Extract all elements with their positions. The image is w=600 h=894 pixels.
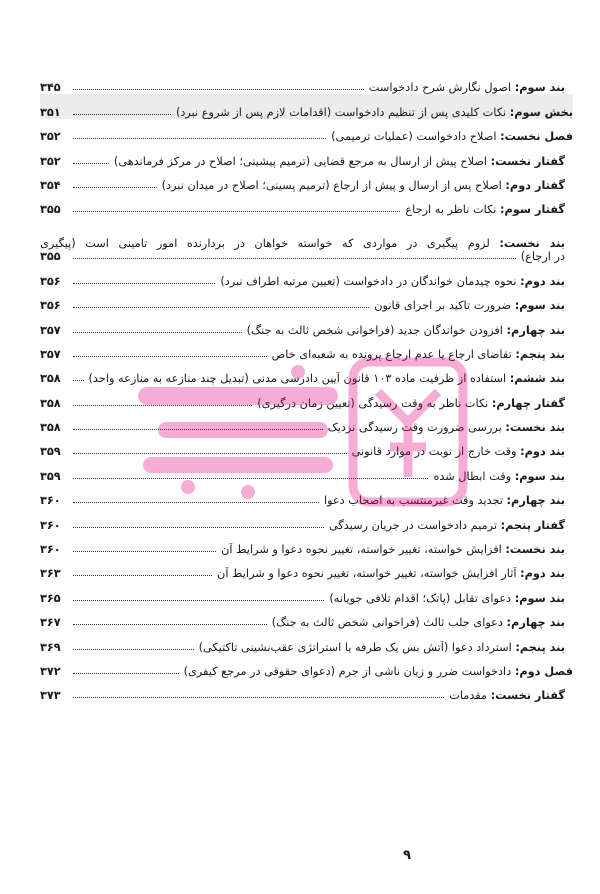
- toc-entry-line1: [40, 237, 565, 250]
- toc-page-number: ۳۵۱: [40, 105, 61, 119]
- toc-entry: [40, 119, 573, 143]
- dot-leader: [73, 599, 324, 601]
- toc-entry-label: بند پنجم:: [515, 347, 565, 361]
- toc-entry: [40, 216, 573, 263]
- toc-entry-label: بخش سوم:: [509, 105, 573, 119]
- toc-entry-title: آثار افزایش خواسته، تغییر خواسته، تغییر نحوه دعوا و شرایط آن: [217, 567, 521, 581]
- toc-entry: [40, 654, 573, 678]
- toc-entry-title: استفاده از ظرفیت ماده ۱۰۳ قانون آیین دادرسی مدنی (تبدیل چند منازعه به منازعه واحد): [88, 372, 510, 386]
- dot-leader: [73, 282, 215, 284]
- toc-entry-title: دادخواست ضرر و زیان ناشی از جرم (دعوای حقوقی در مرجع کیفری): [183, 664, 515, 678]
- toc-entry-label: بند سوم:: [514, 299, 565, 313]
- toc-entry: [40, 263, 573, 287]
- toc-entry-title: ترمیم دادخواست در جریان رسیدگی: [328, 518, 501, 532]
- toc-page-number: ۳۶۰: [40, 518, 61, 532]
- toc-page-number: ۳۵۵: [40, 203, 61, 217]
- toc-entry: [40, 580, 573, 604]
- toc-page-number: ۳۷۳: [40, 689, 61, 703]
- page-number: ۹: [403, 848, 411, 863]
- toc-page-number: ۳۵۴: [40, 178, 61, 192]
- toc-page-number: ۳۵۷: [40, 347, 61, 361]
- toc-entry-title: لزوم پیگیری در مواردی که خواسته خواهان در بردارنده امور تامینی است (پیگیری: [40, 237, 500, 251]
- toc-page-number: ۳۶۰: [40, 543, 61, 557]
- publisher-logo-watermark: [128, 352, 474, 510]
- toc-entry-title: بررسی ضرورت وقت رسیدگی نزدیک: [327, 421, 506, 435]
- toc-page-number: ۳۵۵: [40, 250, 61, 264]
- toc-entry-label: بند دوم:: [520, 567, 565, 581]
- toc-entry-heading: [160, 179, 565, 192]
- toc-entry: [40, 288, 573, 312]
- dot-leader: [73, 648, 194, 650]
- toc-entry-label: بند چهارم:: [506, 323, 565, 337]
- toc-entry-heading: [197, 641, 565, 654]
- toc-entry-title: وقت خارج از نوبت در موارد قانونی: [351, 445, 521, 459]
- toc-page-number: ۳۵۲: [40, 130, 61, 144]
- toc-entry: [40, 532, 573, 556]
- toc-page-number: ۳۵۶: [40, 274, 61, 288]
- dot-leader: [73, 696, 444, 698]
- toc-entry-heading: [270, 616, 565, 629]
- toc-entry-label: گفتار نخست:: [490, 689, 565, 703]
- dot-leader: [73, 672, 179, 674]
- toc-entry-title: اصلاح پیش از ارسال به مرجع قضایی (ترمیم پیشینی؛ اصلاح در مرکز فرماندهی): [113, 154, 491, 168]
- toc-entry-heading: [218, 275, 565, 288]
- toc-page-number: ۳۵۸: [40, 421, 61, 435]
- toc-entry-heading: [372, 299, 565, 312]
- toc-entry: [40, 605, 573, 629]
- toc-entry-label: گفتار سوم:: [500, 203, 565, 217]
- toc-entry-label: بند پنجم:: [515, 640, 565, 654]
- toc-entry-label: گفتار چهارم:: [491, 396, 565, 410]
- toc-entry-label: گفتار نخست:: [490, 154, 565, 168]
- toc-entry-title: اصلاح پس از ارسال و پیش از ارجاع (ترمیم پسینی؛ اصلاح در میدان نبرد): [161, 178, 506, 192]
- toc-entry-heading: [174, 106, 573, 119]
- toc-entry: [40, 678, 573, 702]
- toc-entry-label: بند دوم:: [520, 274, 565, 288]
- dot-leader: [73, 623, 267, 625]
- toc-entry-title: ضرورت تاکید بر اجرای قانون: [374, 299, 515, 313]
- toc-entry-title: مقدمات: [449, 689, 491, 703]
- toc-page-number: ۳۴۵: [40, 81, 61, 95]
- toc-entry-title: استرداد دعوا (آتش بس یک طرفه یا استراتژی عقب‌نشینی تاکتیکی): [198, 640, 516, 654]
- toc-entry-title-continued: در ارجاع): [520, 250, 565, 264]
- toc-entry-label: بند چهارم:: [506, 494, 565, 508]
- toc-entry-title: نکات ناظر به ارجاع: [405, 203, 501, 217]
- toc-entry: [40, 556, 573, 580]
- toc-entry-heading: [329, 130, 573, 143]
- toc-entry-label: فصل دوم:: [514, 664, 573, 678]
- dot-leader: [73, 210, 400, 212]
- dot-leader: [73, 306, 369, 308]
- toc-page-number: ۳۵۲: [40, 154, 61, 168]
- toc-entry-heading: [219, 543, 565, 556]
- toc-entry-label: گفتار پنجم:: [500, 518, 565, 532]
- dot-leader: [73, 137, 326, 139]
- toc-entry-label: فصل نخست:: [500, 130, 573, 144]
- toc-entry: [40, 312, 573, 336]
- toc-page-number: ۳۵۹: [40, 445, 61, 459]
- toc-entry-label: بند ششم:: [509, 372, 565, 386]
- dot-leader: [73, 379, 84, 381]
- dot-leader: [73, 162, 109, 164]
- toc-entry-label: بند سوم:: [514, 591, 565, 605]
- toc-entry: [40, 507, 573, 531]
- toc-entry-title: وقت ابطال شده: [433, 469, 515, 483]
- dot-leader: [73, 550, 216, 552]
- toc-entry-title: تجدید وقت غیرمنتسب به اصحاب دعوا: [323, 494, 507, 508]
- toc-entry-label: گفتار دوم:: [505, 178, 565, 192]
- toc-entry-heading: [447, 689, 565, 702]
- dot-leader: [73, 574, 212, 576]
- toc-entry-heading: [245, 324, 565, 337]
- dot-leader: [73, 186, 157, 188]
- toc-entry-title: تقاضای ارجاع یا عدم ارجاع پرونده به شعبه‌ای خاص: [271, 347, 516, 361]
- toc-page-number: ۳۵۷: [40, 323, 61, 337]
- dot-leader: [73, 526, 324, 528]
- toc-entry-heading: [403, 203, 565, 216]
- toc-entry-title: اصول نگارش شرح دادخواست: [368, 81, 515, 95]
- toc-entry-label: بند سوم:: [514, 81, 565, 95]
- toc-page-number: ۳۵۶: [40, 299, 61, 313]
- toc-entry-heading: [112, 155, 565, 168]
- dot-leader: [73, 113, 171, 115]
- toc-entry-title: افزایش خواسته، تغییر خواسته، تغییر نحوه دعوا و شرایط آن: [221, 543, 506, 557]
- toc-entry-heading: [215, 567, 565, 580]
- toc-entry-label: بند نخست:: [505, 543, 565, 557]
- toc-entry-title: دعوای جلب ثالث (فراخوانی شخص ثالث به جنگ): [271, 616, 507, 630]
- toc-page-number: ۳۶۳: [40, 567, 61, 581]
- toc-entry-title: نکات کلیدی پس از تنظیم دادخواست (اقدامات لازم پس از شروع نبرد): [175, 105, 510, 119]
- toc-entry-title: دعوای تقابل (پاتک؛ اقدام تلافی جویانه): [329, 591, 515, 605]
- dot-leader: [73, 257, 516, 259]
- toc-entry: [40, 70, 573, 94]
- toc-page-number: ۳۵۸: [40, 396, 61, 410]
- toc-entry-label: بند نخست:: [505, 421, 565, 435]
- toc-page-number: ۳۷۲: [40, 664, 61, 678]
- toc-entry-title: اصلاح دادخواست (عملیات ترمیمی): [331, 130, 501, 144]
- toc-entry: [40, 629, 573, 653]
- toc-entry-heading: [367, 81, 565, 94]
- toc-entry: [40, 143, 573, 167]
- toc-page-number: ۳۵۹: [40, 469, 61, 483]
- toc-entry-label: بند دوم:: [520, 445, 565, 459]
- toc-entry-heading: [327, 519, 565, 532]
- toc-entry: [40, 94, 573, 118]
- toc-page-number: ۳۶۹: [40, 640, 61, 654]
- toc-entry-label: بند سوم:: [514, 469, 565, 483]
- dot-leader: [73, 331, 242, 333]
- toc-entry-title: افزودن خواندگان جدید (فراخوانی شخص ثالث به جنگ): [246, 323, 507, 337]
- toc-entry: [40, 192, 573, 216]
- toc-entry-label: بند چهارم:: [506, 616, 565, 630]
- toc-page-number: ۳۶۵: [40, 591, 61, 605]
- toc-entry-heading: [182, 665, 573, 678]
- toc-page-number: ۳۶۷: [40, 616, 61, 630]
- toc-entry-heading: [327, 592, 565, 605]
- toc-page-number: ۳۶۰: [40, 494, 61, 508]
- toc-entry: [40, 168, 573, 192]
- toc-page-number: ۳۵۸: [40, 372, 61, 386]
- toc-entry-title: نحوه چیدمان خواندگان در دادخواست (تعیین مرتبه اطراف نبرد): [220, 274, 521, 288]
- toc-entry-title: نکات ناظر به وقت رسیدگی (تعیین زمان درگیری): [257, 396, 492, 410]
- dot-leader: [73, 88, 364, 90]
- toc-entry-label: بند نخست:: [499, 237, 565, 251]
